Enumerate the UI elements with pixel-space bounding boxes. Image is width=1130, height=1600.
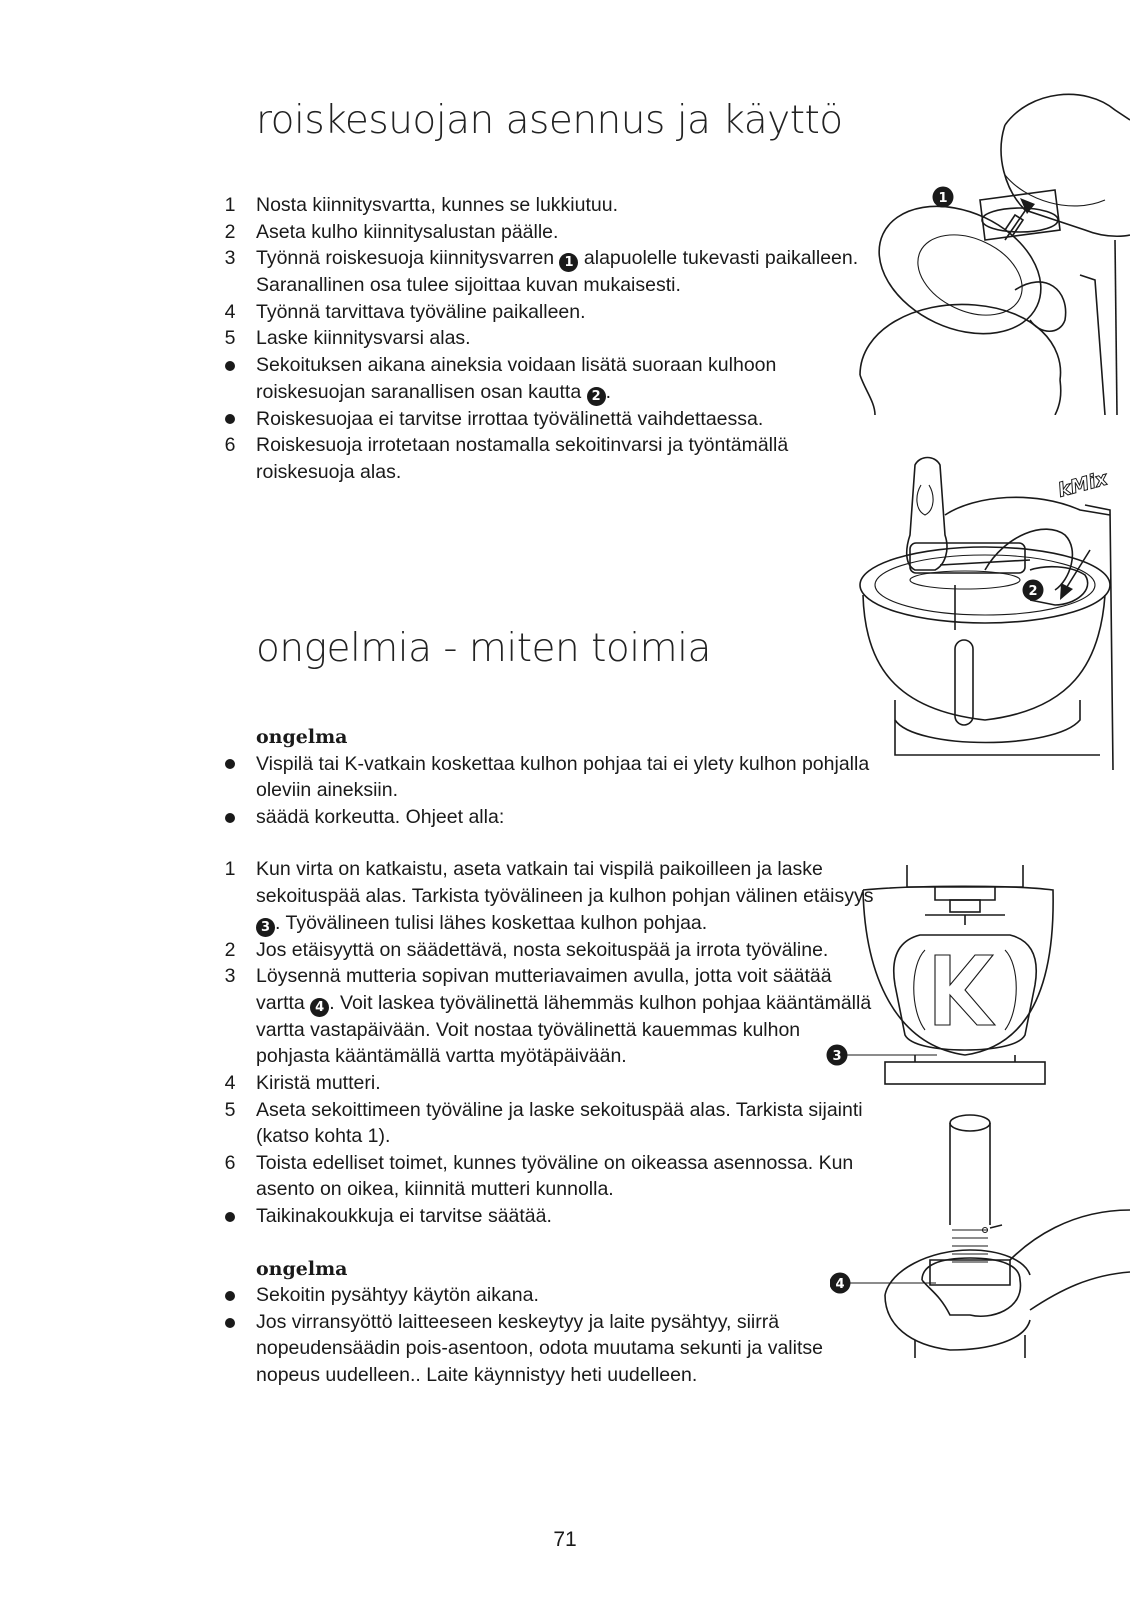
problem-heading-2: ongelma [256,1257,348,1280]
problem-description: Vispilä tai K-vatkain koskettaa kulhon pohjaa tai ei ylety kulhon pohjalla oleviin aineksiin. [0,751,880,804]
step-number: 1 [224,858,236,881]
section-title-splash-guard: roiskesuojan asennus ja käyttö [256,98,843,143]
list-item [0,963,880,1070]
answer-row-2: Sekoitin pysähtyy käytön aikana. [0,1282,880,1309]
step-number: 6 [224,1151,236,1174]
reference-badge: 1 [559,253,578,272]
list-item [0,352,880,406]
list-item [0,245,880,299]
bullet [222,1282,238,1309]
item-text: Toista edelliset toimet, kunnes työväline on oikeassa asennossa. Kun asento on oikea, kiinnitä mutteri kunnolla. [256,1151,854,1201]
svg-text:4: 4 [835,1277,845,1292]
bullet [222,406,238,433]
adjustment-steps [0,856,880,1203]
list-item [0,937,880,964]
item-text: Laske kiinnitysvarsi alas. [256,327,471,350]
list-item [0,432,880,485]
bullet [222,751,238,778]
list-item [0,299,880,326]
step-number: 4 [224,300,236,323]
step-number: 4 [224,1071,236,1094]
answer-row-3: Jos virransyöttö laitteeseen keskeytyy ja laite pysähtyy, siirrä nopeudensäädin pois-asentoon, odota muutama sekunti ja valitse nopeus uudelleen.. Laite käynnistyy heti uudelleen. [0,1309,880,1389]
step-number: 2 [224,220,236,243]
item-text: Työnnä tarvittava työväline paikalleen. [256,300,586,323]
step-number: 3 [224,965,236,988]
kmix-brand-logo: kMix [1055,467,1110,502]
bullet [222,804,238,831]
section-title-troubleshooting: ongelmia - miten toimia [256,626,711,671]
page-number: 71 [553,1528,577,1551]
step-number: 5 [224,327,236,350]
callout-badge-3 [827,1045,848,1066]
svg-text:3: 3 [832,1049,842,1064]
list-item [0,325,880,352]
item-text: Kun virta on katkaistu, aseta vatkain tai vispilä paikoilleen ja laske sekoituspää alas. Tarkista työvälineen ja kulhon pohjan välinen etäisyys 3 . Työvälineen tulisi lähes koskettaa kulhon pohjaa. [256,858,874,935]
item-text: Sekoituksen aikana aineksia voidaan lisätä suoraan kulhoon roiskesuojan saranallisen osan kautta 2 . [256,353,777,404]
beater-clearance-illustration [825,865,1080,1110]
bullet [222,1203,238,1230]
svg-text:1: 1 [938,191,948,206]
item-text: Nosta kiinnitysvartta, kunnes se lukkiutuu. [256,194,619,216]
list-item [0,1070,880,1097]
reference-badge: 4 [310,998,329,1017]
step-number: 3 [224,247,236,270]
item-text: Löysennä mutteria sopivan mutteriavaimen avulla, jotta voit säätää vartta 4 . Voit laskea työvälinettä lähemmäs kulhon pohjaa kääntämällä vartta vastapäivään. Voit nostaa työvälinettä kauemmas kulhon pohjasta kääntämällä vartta myötäpäivään. [256,965,872,1068]
item-text: Aseta kulho kiinnitysalustan päälle. [256,220,559,243]
step-number: 5 [224,1098,236,1121]
item-text: Roiskesuojaa ei tarvitse irrottaa työvälinettä vaihdettaessa. [256,407,764,430]
item-text: Jos etäisyyttä on säädettävä, nosta sekoituspää ja irrota työväline. [256,938,829,961]
bullet [222,1309,238,1336]
splash-guard-fitting-illustration [855,80,1130,415]
mixer-with-splash-guard-illustration [855,455,1115,770]
spanner-adjustment-illustration [830,1110,1130,1370]
bullet [222,352,238,379]
callout-badge-2 [1023,580,1044,601]
item-text: Työnnä roiskesuoja kiinnitysvarren 1 alapuolelle tukevasti paikalleen. Saranallinen osa tulee sijoittaa kuvan mukaisesti. [256,247,859,297]
list-item [0,856,880,936]
item-text: Kiristä mutteri. [256,1071,381,1094]
callout-badge-4 [830,1273,851,1294]
answer-row: säädä korkeutta. Ohjeet alla: [0,804,880,831]
problem-heading: ongelma [256,726,348,748]
item-text: Aseta sekoittimeen työväline ja laske sekoituspää alas. Tarkista sijainti (katso kohta 1). [256,1098,863,1148]
list-item [0,192,880,219]
list-item [0,406,880,433]
splash-guard-steps [0,192,880,485]
note-row: Taikinakoukkuja ei tarvitse säätää. [0,1203,880,1230]
reference-badge: 3 [256,918,275,937]
list-item [0,1150,880,1203]
list-item [0,219,880,246]
step-number: 2 [224,938,236,961]
svg-text:2: 2 [1028,584,1038,599]
item-text: Roiskesuoja irrotetaan nostamalla sekoitinvarsi ja työntämällä roiskesuoja alas. [256,434,789,483]
step-number: 1 [224,194,236,216]
list-item [0,1097,880,1150]
callout-badge-1 [933,187,954,208]
step-number: 6 [224,434,236,457]
reference-badge: 2 [587,387,606,406]
troubleshooting-block [0,724,880,1388]
